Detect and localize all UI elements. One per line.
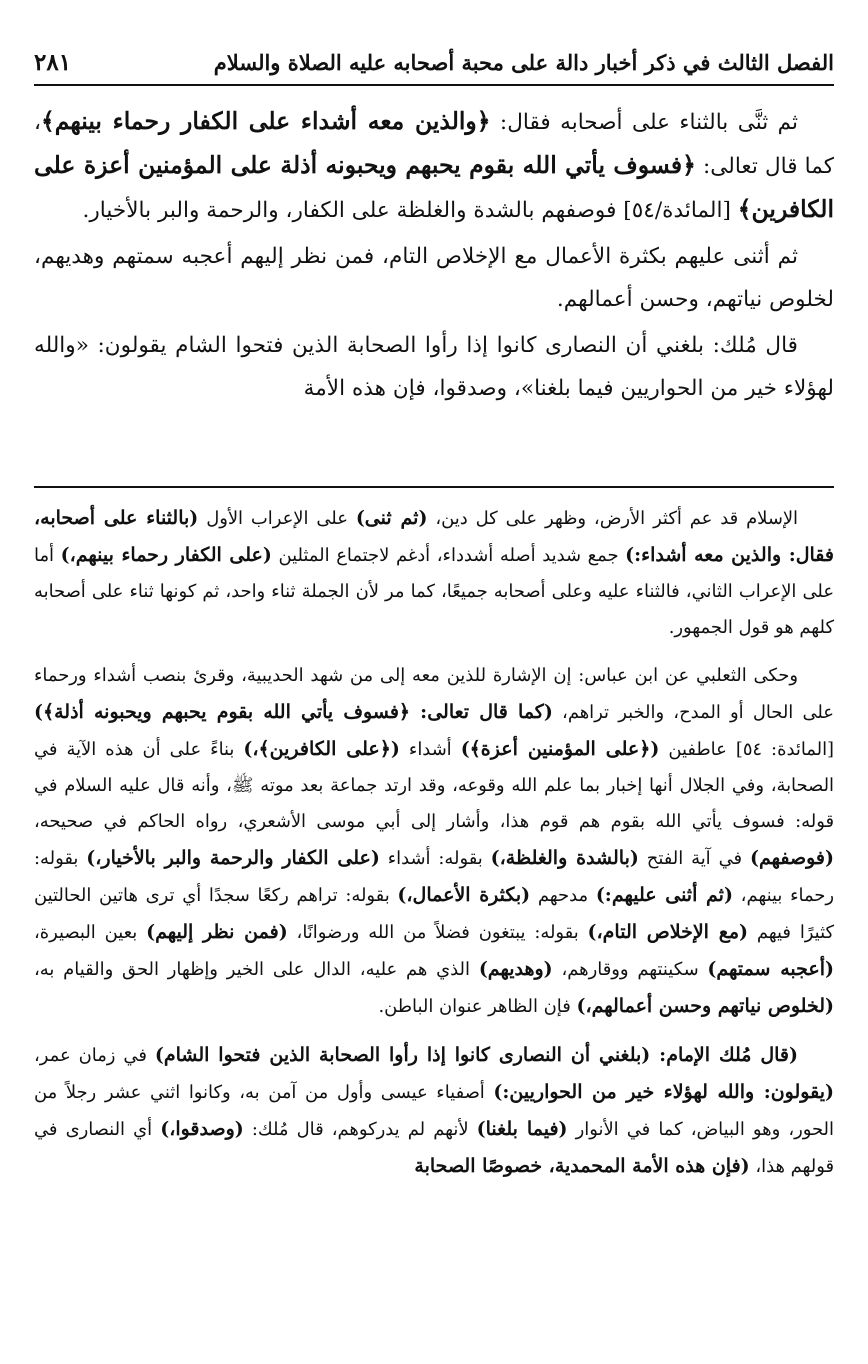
main-paragraph-2 <box>34 235 834 321</box>
bold-quoted-segment: (على الكفار رحماء بينهم،) <box>60 544 272 566</box>
bold-quoted-segment: (كما قال تعالى: ﴿فسوف يأتي الله بقوم يحبهم ويحبونه أذلة﴾) <box>34 701 553 723</box>
text-segment: بناءً على أن هذه الآية في الصحابة، وفي الجلال أنها إخبار بما علم الله وقوعه، وقد ارتد جماعة بعد موته ﷺ، وأنه قال عليه السلام في قوله: فسوف يأتي الله بقوم هم قوم هذا، وأشار إلى أبي موسى الأشعري، رواه الحاكم في صحيحه، <box>34 739 834 832</box>
text-segment: أما على الإعراب الثاني، فالثناء عليه وعلى أصحابه جميعًا، كما مر لأن الجملة ثناء واحد، ثم كونها ثناء على أصحابه كلهم هو قول الجمهور. <box>34 545 834 638</box>
text-segment: بقوله: يبتغون فضلاً من الله ورضوانًا، <box>287 922 588 943</box>
text-segment: لأنهم لم يدركوهم، قال مُلك: <box>243 1119 477 1140</box>
bold-quoted-segment: (﴿على الكافرين﴾،) <box>243 738 400 760</box>
bold-quoted-segment: (بالثناء على أصحابه، فقال: والذين معه أشداء:) <box>34 507 835 566</box>
bold-quoted-segment: (أعجبه سمتهم) <box>707 958 834 980</box>
bold-quoted-segment: ﴿فسوف يأتي الله بقوم يحبهم ويحبونه أذلة على المؤمنين أعزة على الكافرين﴾ <box>34 151 834 223</box>
main-paragraph-1 <box>34 100 834 232</box>
bold-quoted-segment: (﴿على المؤمنين أعزة﴾) <box>460 738 660 760</box>
text-segment: مدحهم <box>530 885 596 906</box>
bold-quoted-segment: (فمن نظر إليهم) <box>146 921 288 943</box>
text-segment: في آية الفتح <box>638 848 750 869</box>
text-segment: أي النصارى في قولهم هذا، <box>34 1119 834 1177</box>
commentary-paragraph-2 <box>34 658 834 1025</box>
commentary-paragraph-1 <box>34 500 834 646</box>
commentary-text <box>34 500 834 1197</box>
text-segment: فإن الظاهر عنوان الباطن. <box>378 996 577 1017</box>
text-segment: وحكى الثعلبي عن ابن عباس: إن الإشارة للذين معه إلى من شهد الحديبية، وقرئ بنصب أشداء ورحماء على الحال أو المدح، والخبر تراهم، <box>34 665 834 723</box>
bold-quoted-segment: (ثم أثنى عليهم:) <box>595 884 733 906</box>
page-number: ٢٨١ <box>34 48 72 76</box>
commentary-paragraph-3 <box>34 1037 834 1185</box>
bold-quoted-segment: (وصدقوا،) <box>160 1118 244 1140</box>
text-segment: أصفياء عيسى وأول من آمن به، وكانوا اثني عشر رجلاً من الحور، وهو البياض، كما في الأنوار <box>34 1082 834 1140</box>
bold-quoted-segment: (على الكفار والرحمة والبر بالأخيار،) <box>86 847 380 869</box>
footnote-divider <box>34 486 834 488</box>
bold-quoted-segment: (قال مُلك الإمام: (بلغني أن النصارى كانوا إذا رأوا الصحابة الذين فتحوا الشام) <box>154 1044 798 1066</box>
bold-quoted-segment: (لخلوص نياتهم وحسن أعمالهم،) <box>576 995 834 1017</box>
bold-quoted-segment: (يقولون: والله لهؤلاء خير من الحواريين:) <box>493 1081 834 1103</box>
text-segment: قال مُلك: بلغني أن النصارى كانوا إذا رأوا الصحابة الذين فتحوا الشام يقولون: «والله لهؤلاء خير من الحواريين فيما بلغنا»، وصدقوا، فإن هذه الأمة <box>34 333 834 401</box>
bold-quoted-segment: (فوصفهم) <box>749 847 834 869</box>
book-page <box>34 0 834 1364</box>
bold-quoted-segment: (مع الإخلاص التام،) <box>587 921 749 943</box>
main-paragraph-3 <box>34 324 834 410</box>
text-segment: ثم ثنَّى بالثناء على أصحابه فقال: <box>490 110 798 135</box>
bold-quoted-segment: (ثم ثنى) <box>355 507 428 529</box>
text-segment: بقوله: رحماء بينهم، <box>34 848 835 906</box>
text-segment: [المائدة: ٥٤] عاطفين <box>659 739 835 760</box>
text-segment: على الإعراب الأول <box>198 508 356 529</box>
text-segment: في زمان عمر، <box>34 1045 155 1066</box>
page-header <box>34 40 834 86</box>
bold-quoted-segment: (بالشدة والغلظة،) <box>490 847 639 869</box>
main-text <box>34 100 834 413</box>
text-segment: الذي هم عليه، الدال على الخير وإظهار الحق والقيام به، <box>34 959 479 980</box>
text-segment: جمع شديد أصله أشدداء، أدغم لاجتماع المثلين <box>271 545 626 566</box>
bold-quoted-segment: (فإن هذه الأمة المحمدية، خصوصًا الصحابة <box>414 1155 750 1177</box>
text-segment: بعين البصيرة، <box>34 922 147 943</box>
bold-quoted-segment: (وهديهم) <box>478 958 553 980</box>
bold-quoted-segment: (فيما بلغنا) <box>476 1118 568 1140</box>
text-segment: ، كما قال تعالى: <box>34 110 834 179</box>
text-segment: سكينتهم ووقارهم، <box>552 959 708 980</box>
text-segment: الإسلام قد عم أكثر الأرض، وظهر على كل دين، <box>427 508 799 529</box>
bold-quoted-segment: ﴿والذين معه أشداء على الكفار رحماء بينهم﴾ <box>40 107 491 135</box>
text-segment: بقوله: تراهم ركعًا سجدًا أي ترى هاتين الحالتين كثيرًا فيهم <box>34 885 834 943</box>
running-title: الفصل الثالث في ذكر أخبار دالة على محبة أصحابه عليه الصلاة والسلام <box>213 49 834 75</box>
text-segment: [المائدة/٥٤] فوصفهم بالشدة والغلظة على الكفار، والرحمة والبر بالأخيار. <box>82 198 738 223</box>
text-segment: ثم أثنى عليهم بكثرة الأعمال مع الإخلاص التام، فمن نظر إليهم أعجبه سمتهم وهديهم، لخلوص نياتهم، وحسن أعمالهم. <box>34 244 834 312</box>
text-segment: بقوله: أشداء <box>379 848 491 869</box>
text-segment: أشداء <box>399 739 461 760</box>
bold-quoted-segment: (بكثرة الأعمال،) <box>397 884 531 906</box>
